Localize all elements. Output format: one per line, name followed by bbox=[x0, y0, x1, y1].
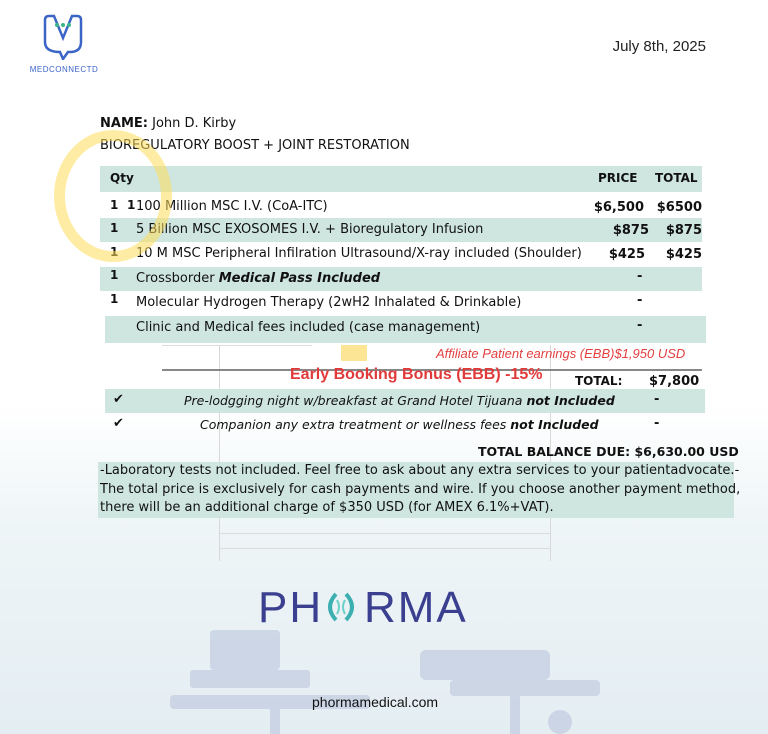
logo-brand-text: MEDCONNECTD bbox=[29, 65, 99, 74]
phorma-logo-letters: PH bbox=[258, 583, 324, 632]
total-label: TOTAL: bbox=[575, 374, 623, 388]
qty-header: Qty bbox=[110, 171, 134, 185]
row-description-text: Crossborder bbox=[136, 271, 219, 286]
checkmark-icon: ✔ bbox=[113, 392, 124, 407]
program-title: BIOREGULATORY BOOST + JOINT RESTORATION bbox=[100, 138, 410, 153]
extra-item-text bbox=[184, 393, 615, 408]
row-qty: 1 bbox=[127, 198, 136, 212]
row-total: $425 bbox=[665, 247, 702, 262]
name-label: NAME: bbox=[100, 116, 148, 131]
row-price: $6,500 bbox=[593, 200, 644, 215]
phorma-logo-o-icon bbox=[330, 594, 352, 620]
row-price: $425 bbox=[608, 247, 645, 262]
table-row bbox=[100, 218, 702, 242]
grid-line bbox=[220, 533, 550, 534]
document-date: July 8th, 2025 bbox=[612, 38, 706, 55]
extra-item-description: Companion any extra treatment or wellness fees bbox=[200, 417, 511, 432]
extra-item-status: not Included bbox=[526, 393, 615, 408]
table-header bbox=[100, 166, 702, 192]
note-line: The total price is exclusively for cash payments and wire. If you choose another payment method, bbox=[100, 482, 741, 497]
phorma-logo bbox=[258, 582, 518, 632]
patient-name-line bbox=[100, 116, 236, 131]
row-description: 5 Billion MSC EXOSOMES I.V. + Bioregulatory Infusion bbox=[136, 222, 484, 237]
price-header: PRICE bbox=[598, 171, 638, 185]
row-description bbox=[136, 271, 380, 286]
row-description-emphasis: Medical Pass Included bbox=[218, 271, 381, 286]
row-description: 10 M MSC Peripheral Infilration Ultrasound/X-ray included (Shoulder) bbox=[136, 246, 582, 261]
row-qty: 1 bbox=[110, 245, 119, 259]
row-description: Molecular Hydrogen Therapy (2wH2 Inhalated & Drinkable) bbox=[136, 295, 522, 310]
extra-item bbox=[105, 389, 705, 413]
extra-item bbox=[105, 413, 705, 437]
extra-item-dash: - bbox=[654, 416, 660, 431]
checkmark-icon: ✔ bbox=[113, 416, 124, 431]
row-price: $875 bbox=[612, 223, 649, 238]
row-description: 100 Million MSC I.V. (CoA-ITC) bbox=[136, 199, 328, 214]
row-total: $875 bbox=[665, 223, 702, 238]
grid-line bbox=[220, 548, 550, 549]
row-dash: - bbox=[637, 293, 643, 308]
note-line: there will be an additional charge of $350 USD (for AMEX 6.1%+VAT). bbox=[100, 500, 554, 515]
grid-line bbox=[219, 345, 220, 561]
table-row bbox=[100, 291, 702, 315]
row-qty: 1 bbox=[110, 221, 119, 235]
row-total: $6500 bbox=[656, 200, 702, 215]
row-dash: - bbox=[637, 269, 643, 284]
table-row bbox=[100, 242, 702, 266]
row-dash: - bbox=[637, 318, 643, 333]
table-row bbox=[100, 267, 702, 291]
early-booking-bonus: Early Booking Bonus (EBB) -15% bbox=[290, 366, 543, 383]
row-qty: 1 bbox=[110, 198, 119, 212]
patient-name: John D. Kirby bbox=[152, 116, 237, 131]
grid-line bbox=[162, 345, 312, 346]
row-qty: 1 bbox=[110, 292, 119, 306]
phorma-logo-letters: RMA bbox=[364, 583, 468, 632]
table-row bbox=[105, 316, 706, 343]
extra-item-text bbox=[200, 417, 599, 432]
highlight-circle bbox=[54, 130, 172, 262]
total-balance-due: TOTAL BALANCE DUE: $6,630.00 USD bbox=[478, 444, 739, 459]
extra-item-dash: - bbox=[654, 392, 660, 407]
website-link[interactable]: phormamedical.com bbox=[312, 694, 439, 710]
row-description: Clinic and Medical fees included (case management) bbox=[136, 320, 481, 335]
phorma-logo-wordmark bbox=[258, 582, 518, 632]
table-row bbox=[100, 195, 702, 219]
row-qty: 1 bbox=[110, 268, 119, 282]
total-value: $7,800 bbox=[649, 374, 700, 389]
note-line: -Laboratory tests not included. Feel free to ask about any extra services to your patientadvocate.- bbox=[100, 463, 740, 478]
medconnectd-logo bbox=[22, 12, 106, 76]
medconnectd-logo-icon bbox=[40, 12, 86, 60]
affiliate-earnings: Affiliate Patient earnings (EBB)$1,950 USD bbox=[436, 346, 686, 361]
highlight-mark bbox=[341, 345, 367, 361]
notes-block bbox=[98, 462, 741, 518]
extra-item-description: Pre-lodgging night w/breakfast at Grand Hotel Tijuana bbox=[184, 393, 527, 408]
extra-item-status: not Included bbox=[510, 417, 599, 432]
total-header: TOTAL bbox=[655, 171, 698, 185]
